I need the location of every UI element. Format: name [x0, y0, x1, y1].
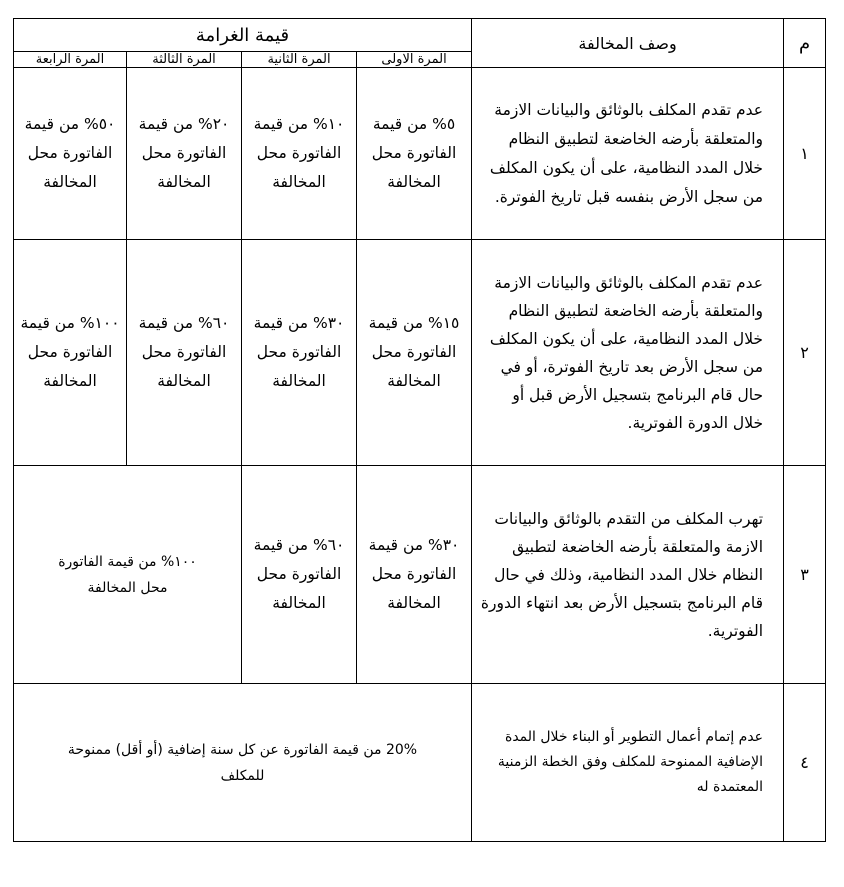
- header-fourth-time: المرة الرابعة: [14, 52, 127, 68]
- header-third-time: المرة الثالثة: [127, 52, 242, 68]
- fine-first: ٥% من قيمة الفاتورة محل المخالفة: [371, 115, 457, 191]
- row-description: عدم تقدم المكلف بالوثائق والبيانات الازمة والمتعلقة بأرضه الخاضعة لتطبيق النظام خلال المدد النظامية، على أن يكون المكلف من سجل الأرض بنفسه قبل تاريخ الفوترة.: [489, 100, 764, 206]
- fine-second: ٣٠% من قيمة الفاتورة محل المخالفة: [253, 314, 345, 390]
- table-row: [14, 466, 826, 684]
- row-number: ٣: [784, 466, 826, 684]
- row-number: ١: [784, 68, 826, 240]
- fine-fourth: ١٠٠% من قيمة الفاتورة محل المخالفة: [20, 314, 120, 390]
- fine-cell: [242, 68, 357, 240]
- fine-cell-merged: [14, 466, 242, 684]
- row-number: ٤: [784, 684, 826, 842]
- fine-third: ٢٠% من قيمة الفاتورة محل المخالفة: [138, 115, 230, 191]
- table-row: [14, 240, 826, 466]
- header-fine-value: قيمة الغرامة: [14, 19, 472, 52]
- fine-second: ١٠% من قيمة الفاتورة محل المخالفة: [253, 115, 345, 191]
- fine-cell: [357, 68, 472, 240]
- header-number: م: [784, 19, 826, 68]
- fine-all-occurrences: 20% من قيمة الفاتورة عن كل سنة إضافية (أو أقل) ممنوحة للمكلف: [67, 741, 418, 784]
- fine-cell: [357, 466, 472, 684]
- fine-cell: [242, 240, 357, 466]
- row-description-cell: [472, 466, 784, 684]
- fine-cell: [242, 466, 357, 684]
- header-second-time: المرة الثانية: [242, 52, 357, 68]
- row-description: تهرب المكلف من التقدم بالوثائق والبيانات الازمة والمتعلقة بأرضه الخاضعة لتطبيق النظام خلال المدد النظامية، وذلك في حال قام البرنامج بتسجيل الأرض بعد انتهاء الدورة الفوترية.: [480, 509, 764, 640]
- fine-second: ٦٠% من قيمة الفاتورة محل المخالفة: [253, 536, 345, 612]
- row-description-cell: [472, 68, 784, 240]
- header-description: وصف المخالفة: [472, 19, 784, 68]
- header-first-time: المرة الاولى: [357, 52, 472, 68]
- row-description: عدم إتمام أعمال التطوير أو البناء خلال المدة الإضافية الممنوحة للمكلف وفق الخطة الزمنية المعتمدة له: [497, 729, 764, 795]
- fine-fourth: ٥٠% من قيمة الفاتورة محل المخالفة: [24, 115, 116, 191]
- fine-first: ٣٠% من قيمة الفاتورة محل المخالفة: [368, 536, 460, 612]
- fine-cell: [127, 240, 242, 466]
- row-number: ٢: [784, 240, 826, 466]
- fine-cell: [14, 68, 127, 240]
- row-description-cell: [472, 240, 784, 466]
- fine-cell: [127, 68, 242, 240]
- row-description-cell: [472, 684, 784, 842]
- fine-cell: [14, 240, 127, 466]
- row-description: عدم تقدم المكلف بالوثائق والبيانات الازمة والمتعلقة بأرضه الخاضعة لتطبيق النظام خلال المدد النظامية، على أن يكون المكلف من سجل الأرض بعد تاريخ الفوترة، أو في حال قام البرنامج بتسجيل الأرض قبل أو خلال الدورة الفوترية.: [489, 273, 764, 432]
- fine-cell-all: [14, 684, 472, 842]
- fine-cell: [357, 240, 472, 466]
- table-row: [14, 68, 826, 240]
- table-row: [14, 684, 826, 842]
- fine-first: ١٥% من قيمة الفاتورة محل المخالفة: [368, 314, 460, 390]
- fine-third-and-fourth: ١٠٠% من قيمة الفاتورة محل المخالفة: [58, 553, 197, 596]
- fine-third: ٦٠% من قيمة الفاتورة محل المخالفة: [138, 314, 230, 390]
- fines-table: [13, 18, 826, 842]
